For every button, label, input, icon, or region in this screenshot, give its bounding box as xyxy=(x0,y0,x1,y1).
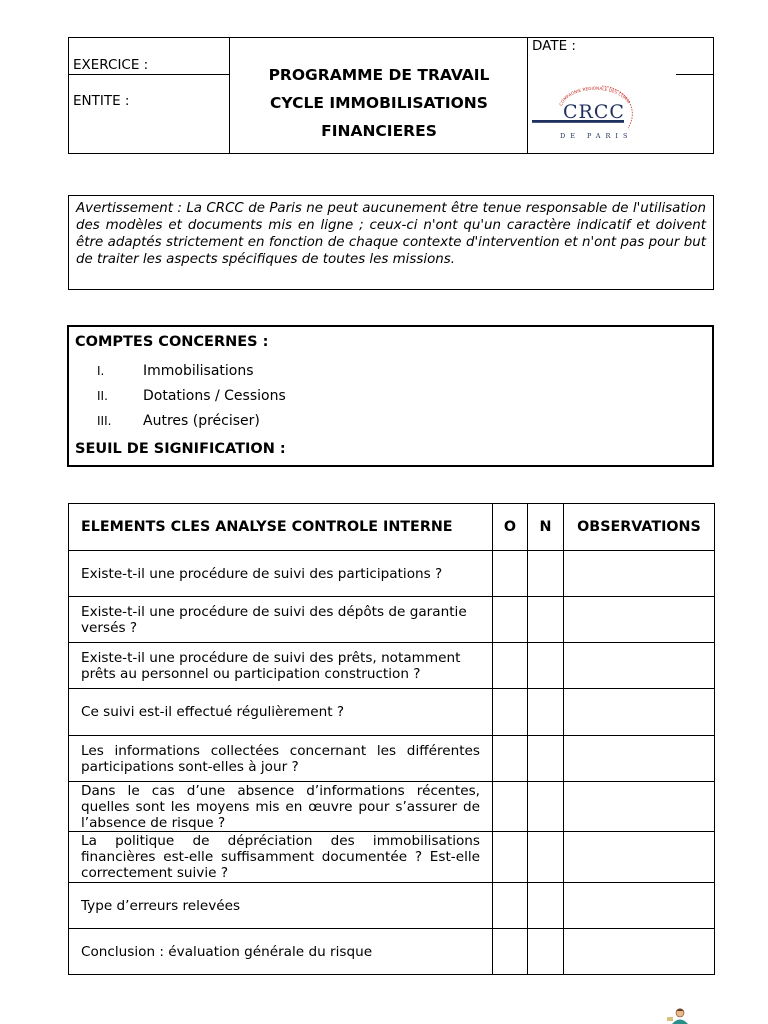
o-cell[interactable] xyxy=(493,551,528,597)
o-cell[interactable] xyxy=(493,883,528,929)
compte-item xyxy=(97,388,286,404)
header-elements: ELEMENTS CLES ANALYSE CONTROLE INTERNE xyxy=(69,504,493,551)
table-row xyxy=(69,782,715,832)
compte-item-label: Dotations / Cessions xyxy=(143,388,286,404)
question-cell: Existe-t-il une procédure de suivi des prêts, notamment prêts au personnel ou participation construction ? xyxy=(69,643,493,689)
table-row xyxy=(69,929,715,975)
entite-label: ENTITE : xyxy=(73,93,130,109)
header-divider xyxy=(69,74,229,75)
date-label: DATE : xyxy=(532,38,576,54)
header-o: O xyxy=(493,504,528,551)
observation-cell[interactable] xyxy=(564,736,715,782)
compte-item-num: II. xyxy=(97,389,108,403)
o-cell[interactable] xyxy=(493,929,528,975)
title-line-1: PROGRAMME DE TRAVAIL xyxy=(268,66,490,84)
disclaimer-box: Avertissement : La CRCC de Paris ne peut aucunement être tenue responsable de l'utilisation des modèles et documents mis en ligne ; ceux-ci n'ont qu'un caractère indicatif et doivent être adaptés strictement en fonction de chaque contexte d'intervention et n'ont pas pour but de traiter les aspects spécifiques de toutes les missions. xyxy=(68,195,714,290)
o-cell[interactable] xyxy=(493,643,528,689)
header-n: N xyxy=(528,504,564,551)
n-cell[interactable] xyxy=(528,736,564,782)
table-row xyxy=(69,832,715,883)
compte-item-label: Autres (préciser) xyxy=(143,413,260,429)
question-cell: La politique de dépréciation des immobilisations financières est-elle suffisamment documentée ? Est-elle correctement suivie ? xyxy=(69,832,493,883)
n-cell[interactable] xyxy=(528,929,564,975)
n-cell[interactable] xyxy=(528,782,564,832)
n-cell[interactable] xyxy=(528,689,564,736)
observation-cell[interactable] xyxy=(564,643,715,689)
title-line-2: CYCLE IMMOBILISATIONS xyxy=(270,94,488,112)
n-cell[interactable] xyxy=(528,883,564,929)
observation-cell[interactable] xyxy=(564,551,715,597)
header-observations: OBSERVATIONS xyxy=(564,504,715,551)
compte-item xyxy=(97,363,254,379)
logo-text: CRCC xyxy=(563,101,625,123)
o-cell[interactable] xyxy=(493,689,528,736)
exercice-label: EXERCICE : xyxy=(73,57,149,73)
table-header-row xyxy=(69,504,715,551)
n-cell[interactable] xyxy=(528,551,564,597)
header-right-cell xyxy=(527,38,713,153)
date-line xyxy=(676,74,714,75)
o-cell[interactable] xyxy=(493,597,528,643)
crcc-logo xyxy=(532,82,650,144)
compte-item-num: I. xyxy=(97,364,105,378)
question-cell: Existe-t-il une procédure de suivi des participations ? xyxy=(69,551,493,597)
comptes-concernes-box xyxy=(67,325,714,467)
question-cell: Conclusion : évaluation générale du risque xyxy=(69,929,493,975)
header-block xyxy=(68,37,714,154)
question-cell: Ce suivi est-il effectué régulièrement ? xyxy=(69,689,493,736)
comptes-heading: COMPTES CONCERNES : xyxy=(75,334,269,350)
table-row xyxy=(69,551,715,597)
o-cell[interactable] xyxy=(493,736,528,782)
o-cell[interactable] xyxy=(493,832,528,883)
header-left-cell xyxy=(69,38,230,153)
logo-subtext: DE PARIS xyxy=(560,132,633,140)
observation-cell[interactable] xyxy=(564,883,715,929)
observation-cell[interactable] xyxy=(564,782,715,832)
table-row xyxy=(69,643,715,689)
compte-item xyxy=(97,413,260,429)
observation-cell[interactable] xyxy=(564,689,715,736)
table-row xyxy=(69,689,715,736)
question-cell: Existe-t-il une procédure de suivi des dépôts de garantie versés ? xyxy=(69,597,493,643)
table-row xyxy=(69,736,715,782)
controle-interne-table xyxy=(68,503,715,975)
observation-cell[interactable] xyxy=(564,597,715,643)
compte-item-label: Immobilisations xyxy=(143,363,254,379)
observation-cell[interactable] xyxy=(564,929,715,975)
n-cell[interactable] xyxy=(528,597,564,643)
compte-item-num: III. xyxy=(97,414,112,428)
n-cell[interactable] xyxy=(528,832,564,883)
table-row xyxy=(69,883,715,929)
seuil-heading: SEUIL DE SIGNIFICATION : xyxy=(75,441,286,457)
question-cell: Dans le cas d’une absence d’informations récentes, quelles sont les moyens mis en œuvre pour s’assurer de l’absence de risque ? xyxy=(69,782,493,832)
question-cell: Type d’erreurs relevées xyxy=(69,883,493,929)
table-row xyxy=(69,597,715,643)
mascot-icon xyxy=(664,1006,696,1024)
logo-arc-text: COMPAGNIE REGIONALE DES COMM xyxy=(558,85,632,107)
question-cell: Les informations collectées concernant les différentes participations sont-elles à jour ? xyxy=(69,736,493,782)
observation-cell[interactable] xyxy=(564,832,715,883)
page-title xyxy=(230,38,528,153)
title-line-3: FINANCIERES xyxy=(321,122,437,140)
o-cell[interactable] xyxy=(493,782,528,832)
n-cell[interactable] xyxy=(528,643,564,689)
